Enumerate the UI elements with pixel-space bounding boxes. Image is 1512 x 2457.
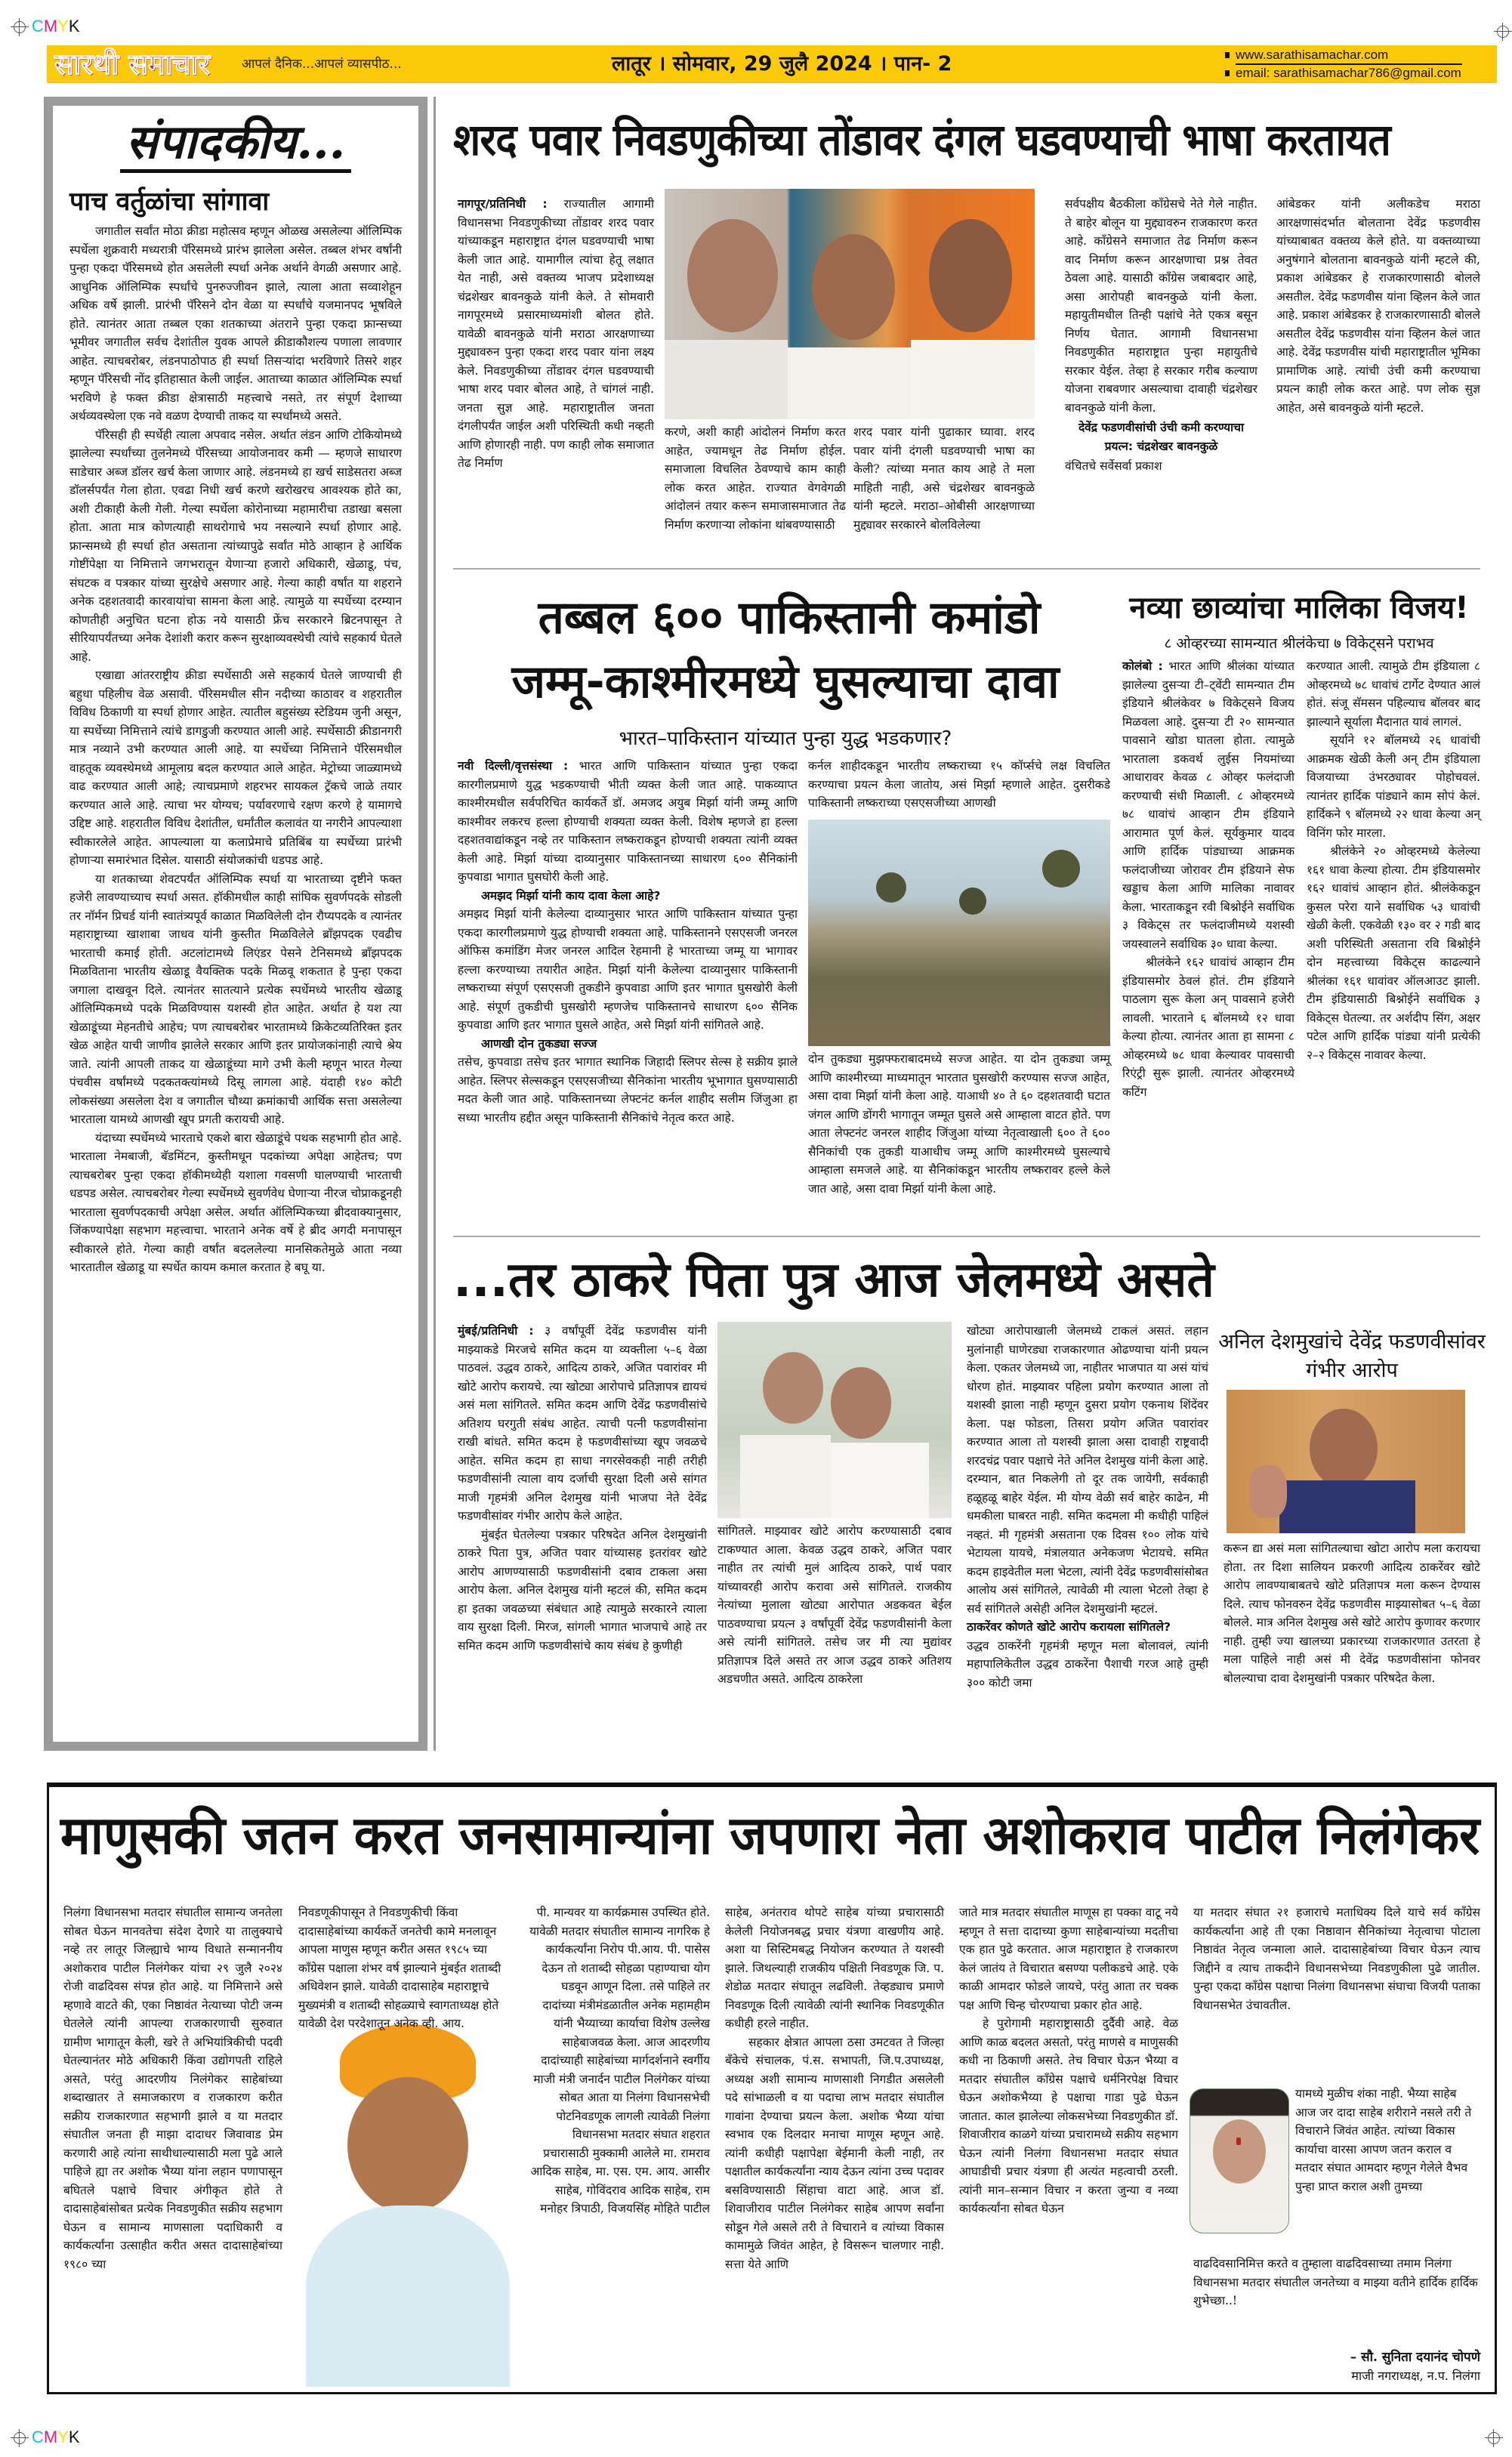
pawar-column-3: शरद पवार यांनी पुढाकार घ्यावा. शरद पवार यांनी दंगली घडवण्याची भाषा का केली? त्यांच्या मनात काय आहे ते मला माहिती नाही, असे चंद्रशेखर बावनकुळे यांनी म्हटले. मराठा–ओबीसी आरक्षणाच्या मुद्द्यावर सरकारने बोलविलेल्या	[853, 425, 1035, 532]
nilangekar-column-6b: यामध्ये मुळीच शंका नाही. भैय्या साहेब आज जर दादा साहेब शरीराने नसले तरी ते विचाराने जिवंत आहेत. त्यांच्या विकास कार्याचा वारसा आपण जतन कराल व मतदार संघात आमदार म्हणून गेलेले वैभव पुन्हा प्राप्त कराल अशी तुमच्या	[1295, 2087, 1472, 2193]
nilangekar-column-3: पी. मान्यवर या कार्यक्रमास उपस्थित होते. यावेळी मतदार संघातील सामान्य नागरिक हे कार्यकर्त्यांना निरोप पी.आय. पी. पासेस देऊन तो शताब्दी सोहळा पहाण्याचा योग घडवून आणून दिला. तसे पाहिले तर दादांच्या मंत्रीमंडळातील अनेक महामहीम यांनी भैय्याच्या कार्याचा विशेष उल्लेख साहेबाजवळ केला. आज आदरणीय दादांच्याही साहेबांच्या मार्गदर्शनाने स्वर्गीय माजी मंत्री जनार्दन पाटील निलंगेकर यांच्या सोबत आता या निलंगा विधानसभेची पोटनिवडणूक लागली त्यावेळी निलंगा विधानसभा मतदार संघात शहरात प्रचारासाठी मुक्कामी आलेले मा. रामराव आदिक साहेब, मा. एस. एम. आय. आसीर साहेब, गोविंदराव आदिक साहेब, राम मनोहर त्रिपाठी, विजयसिंह मोहिते पाटील	[529, 1906, 710, 2215]
pawar-headline: शरद पवार निवडणुकीच्या तोंडावर दंगल घडवण्याची भाषा करतायत	[453, 114, 1390, 165]
registration-mark-bottom-right	[1485, 2429, 1503, 2447]
nilangekar-column-6: या मतदार संघात २१ हजाराचे मताधिक्य दिले याचे सर्व काँग्रेस कार्यकर्त्यांना आहे ती एका निष्ठावान सैनिकांच्या नेतृत्वाचा पोटाला निष्ठावंत नेतृत्व जन्माला आले. दादासाहेबांच्या विचार घेऊन त्याच जिद्दीने व त्याच ताकदीने विधानसभेच्या निवडणुकीला पुढे जातील. पुन्हा एकदा काँग्रेस पक्षाचा निलंगा विधानसभा संघाचा विजयी पताका विधानसभेत उंचावतील.	[1193, 1906, 1480, 2012]
masthead-dateline: लातूर । सोमवार, 29 जुलै 2024 । पान- 2	[612, 52, 952, 76]
editorial-body	[69, 222, 402, 1277]
nilangekar-column-6c: वाढदिवसानिमित्त करते व तुम्हाला वाढदिवसाच्या तमाम निलंगा विधानसभा मतदार संघातील जनतेच्या व माझ्या वतीने हार्दिक हार्दिक शुभेच्छा..!	[1193, 2257, 1478, 2307]
thackeray-headline: ...तर ठाकरे पिता पुत्र आज जेलमध्ये असते	[453, 1252, 1214, 1308]
cricket-headline: नव्या छाव्यांचा मालिका विजय!	[1129, 591, 1469, 625]
pawar-fadnavis-bawankule-photo	[665, 189, 1035, 419]
thackeray-question: ठाकरेंवर कोणते खोटे आरोप करायला सांगितले?	[967, 1620, 1171, 1634]
editorial-paragraph: यंदाच्या स्पर्धेमध्ये भारताचे एकशे बारा खेळाडूंचे पथक सहभागी होत आहे. भारताला नेमबाजी, बॅडमिंटन, कुस्तीमधून पदकांच्या अपेक्षा आहेतच; पण त्याचबरोबर पुन्हा एकदा हॉकीमध्येही यशाला गवसणी घालण्याची भारताची धडपड असेल. त्याचबरोबर गेल्या स्पर्धेमध्ये सुवर्णवेध घेणाऱ्या नीरज चोप्राकडूनही भारताला सुवर्णपदकाची अपेक्षा असेल. अर्थात ऑलिम्पिकच्या ब्रीदवाक्यानुसार, जिंकण्यापेक्षा सहभाग महत्त्वाचा. भारताने अनेक वर्षे हे ब्रीद अगदी मनापासून स्वीकारले होते. गेल्या काही वर्षांत बदललेल्या मानसिकतेमुळे आता नव्या भारतातील खेळाडू या स्पर्धेत कायम कमाल करतात हे बघू या.	[69, 1131, 402, 1274]
soldiers-photo	[808, 820, 1110, 1046]
pawar-column-5: आंबेडकर यांनी अलीकडेच मराठा आरक्षणासंदर्भात बोलताना देवेंद्र फडणवीस यांच्याबाबत वक्तव्य केले होते. या वक्तव्याच्या अनुषंगाने बोलताना बावनकुळे यांनी म्हटले की, प्रकाश आंबेडकर हे राजकारणासाठी बोलले असतील. देवेंद्र फडणवीस यांना व्हिलन केले जात आहे. प्रकाश आंबेडकर हे राजकारणासाठी बोलले असतील देवेंद्र फडणवीस यांना व्हिलन केलं जात आहे. देवेंद्र फडणवीस यांची महाराष्ट्रातील भूमिका प्रामाणिक आहे. त्यांची उंची कमी करण्याचा प्रयत्न काही लोक करत आहे. पण लोक सुज्ञ आहेत, असे बावनकुळे यांनी म्हटले.	[1276, 197, 1480, 415]
editorial-paragraph: जगातील सर्वांत मोठा क्रीडा महोत्सव म्हणून ओळख असलेल्या ऑलिम्पिक स्पर्धेला शुक्रवारी मध्यरात्री पॅरिसमध्ये प्रारंभ झालेला असेल. तब्बल शंभर वर्षांनी पुन्हा एकदा पॅरिसमध्ये होत असलेली स्पर्धा अनेक अर्थाने वेगळी असणार आहे. आधुनिक ऑलिम्पिक स्पर्धांचे पुनरुज्जीवन झाले, त्याला आता सव्वाशेहून अधिक वर्षे झाली. प्रारंभी पॅरिसने दोन वेळा या स्पर्धांचे यजमानपद भूषविले होते. त्यानंतर आता तब्बल एका शतकाच्या अंतराने पुन्हा एकदा फ्रान्सच्या भूमीवर जगातील सर्वच देशांतील युवक आपले क्रीडाकौशल्य पणाला लावणार आहेत. त्याचबरोबर, लंडनपाठोपाठ ही स्पर्धा तिसऱ्यांदा भरविणारे तिसरे शहर म्हणून पॅरिसची नोंद इतिहासात केली जाईल. आताच्या काळात ऑलिम्पिक स्पर्धा भरविणे हे फक्त क्रीडा क्षेत्रासाठी महत्त्वाचे नसते, तर संपूर्ण देशाच्या अर्थव्यवस्थेला एक नवे वळण देण्याची ताकद या स्पर्धांमध्ये असते.	[69, 224, 402, 423]
nilangekar-column-5: जाते मात्र मतदार संघातील माणूस हा पक्का वाटू नये म्हणून ते सत्ता दादाच्या कुणा साहेबान्यांच्या मदतीचा एक हात पुढे करतात. आज महाराष्ट्रात हे राजकारण केलं जातंय ते विचारात बसण्या पलीकडचे आहे. एके काळी आमदार फोडले जायचे, परंतु आता तर चक्क पक्ष आणि चिन्ह चोरण्याचा प्रकार होत आहे. हे पुरोगामी महाराष्ट्रासाठी दुर्दैवी आहे. वेळ आणि काळ बदलत असतो, परंतु माणसे व माणुसकी कधी ना ठिकाणी असते. तेच विचार घेऊन भैय्या व मतदार संघातील काँग्रेस पक्षाचे धर्मनिरपेक्ष विचार घेऊन अशोकभैय्या हे पक्षाचा गाडा पुढे घेऊन जातात. काल झालेल्या लोकसभेच्या निवडणुकीत डॉ. शिवाजीराव काळगे यांच्या प्रचारामध्ये सक्रीय सहभाग घेऊन त्यांनी निलंगा विधानसभा मतदार संघात आघाडीची प्रचार यंत्रणा ही अत्यंत महत्वाची ठरली. त्यांनी मान–सन्मान विचार न करता जुन्या व नव्या कार्यकर्त्यांना सोबत घेऊन	[959, 1906, 1178, 2215]
pak-question-2: आणखी दोन तुकड्या सज्ज	[481, 1036, 597, 1051]
pak-headline-line-2: जम्मू-काश्मीरमध्ये घुसल्याचा दावा	[511, 656, 1060, 708]
nilangekar-column-4: साहेब, अनंतराव थोपटे साहेब यांच्या प्रचारासाठी केलेली नियोजनबद्ध प्रचार यंत्रणा वाखणीय आहे. अशा या सिस्टिमबद्ध नियोजन करण्यात ते यशस्वी झाले. जिथल्याही राजकीय पक्षिती निवडणूक जि. प. शेडोळ मतदार संघातून लढविली. तेव्हड्याच प्रमाणे निवडणूक दिली त्यावेळी त्यांनी स्थानिक निवडणूकीत कधीही हरले नाहीत. सहकार क्षेत्रात आपला ठसा उमटवत ते जिल्हा बँकेचे संचालक, पं.स. सभापती, जि.प.उपाध्यक्ष, अध्यक्ष अशी सामान्य माणसाशी निगडीत असलेली पदे सांभाळली व या पदाचा लाभ मतदार संघातील गावांना देण्याचा प्रयत्न केला. अशोक भैय्या यांचा स्वभाव एक दिलदार मनाचा माणूस म्हणून आहे. त्यांनी कधीही पक्षापेक्षा बेईमानी केली नाही, तर पक्षातील कार्यकर्त्यांना न्याय देऊन त्यांना उच्च पदावर बसविण्यासाठी सिंहाचा वाटा आहे. आज डॉ. शिवाजीराव पाटील निलंगेकर साहेब आपण सर्वांना सोडून गेले असले तरी ते विचाराने व त्यांच्या विकास कामामुळे जिवंत आहेत, हे विसरून चालणार नाही. सत्ता येते आणि	[725, 1906, 944, 2271]
pak-question-1: अमझद मिर्झा यांनी काय दावा केला आहे?	[481, 888, 661, 903]
cricket-column-2: करण्यात आली. त्यामुळे टीम इंडियाला ८ ओव्हरमध्ये ७८ धावांचं टार्गेट देण्यात आलं होतं. संजू सॅमसन पहिल्याच बॉलवर बाद झाल्याने सूर्याला मैदानात यावं लागलं. सूर्याने १२ बॉलमध्ये २६ धावांची आक्रमक खेळी केली अन् टीम इंडियाला विजयाच्या उंभरठ्यावर पोहोचवलं. त्यानंतर हार्दिक पांड्याने काम सोपं केलं. हार्दिकने ९ बॉलमध्ये २२ धावा केल्या अन् विनिंग फोर मारला. श्रीलंकेने २० ओव्हरमध्ये केलेल्या १६१ धावा केल्या होत्या. टीम इंडियासमोर १६२ धावांचं आव्हान होतं. श्रीलंकेकडून कुसल परेरा याने सर्वाधिक ५३ धावांची खेळी केली. एकवेळी १३० वर २ गडी बाद अशी परिस्थिती असताना रवि बिश्नोईने दोन महत्त्वाच्या विकेट्स काढल्याने श्रीलंका १६१ धावांवर ऑलआउट झाली. टीम इंडियासाठी बिश्नोईने सर्वाधिक ३ विकेट्स घेतल्या. तर अर्शदीप सिंग, अक्षर पटेल आणि हार्दिक पांड्या यांनी प्रत्येकी २–२ विकेट्स नावावर केल्या.	[1307, 659, 1480, 1062]
thackeray-column-1: मुंबई/प्रतिनिधी : ३ वर्षांपूर्वी देवेंद्र फडणवीस यांनी माझ्याकडे मिरजचे समित कदम या व्यक्तीला ५–६ वेळा पाठवलं. उद्धव ठाकरे, आदित्य ठाकरे, अजित पवारांवर मी खोटे आरोप करायचे. त्या खोट्या आरोपाचे प्रतिज्ञापत्र द्यायचं असं मला सांगितले. समित कदम आणि देवेंद्र फडणवीसांचे अतिशय घरगुती संबंध आहेत. त्याची पत्नी फडणवीसांना राखी बांधते. समित कदम हे फडणवीसांच्या खूप जवळचे आहेत. समित कदम हा साधा नगरसेवकही नाही तरीही फडणवीसांनी त्याला वाय दर्जाची सुरक्षा दिली असे सांगत माजी गृहमंत्री अनिल देशमुख यांनी भाजपा नेते देवेंद्र फडणवीसांवर गंभीर आरोप केले आहेत. मुंबईत घेतलेल्या पत्रकार परिषदेत अनिल देशमुखांनी ठाकरे पिता पुत्र, अजित पवार यांच्यासह इतरांवर खोटे आरोप आणण्यासाठी फडणवीसांनी दबाव टाकला असा आरोप केला. अनिल देशमुख यांनी म्हटलं की, समित कदम हा इतका जवळच्या संबंधात आहे त्यामुळे सरकारने त्याला वाय सुरक्षा दिली. मिरज, सांगली भागात भाजपाचे आहे तर समित कदम आणि फडणवीसांचे काय संबंध हे कुणीही	[458, 1324, 707, 1653]
cricket-column-1: कोलंबो : भारत आणि श्रीलंका यांच्यात झालेल्या दुसऱ्या टी–ट्वेंटी सामन्यात टीम इंडियाने श्रीलंकेवर ७ विकेट्सने विजय मिळवला आहे. दुसऱ्या टी २० सामन्यात पावसाने खोडा घातला होता. त्यामुळे भारताला डकवर्थ लुईस नियमांच्या आधारावर केवळ ८ ओव्हर फलंदाजी करण्याची संधी मिळाली. ८ ओव्हरमध्ये ७८ धावांचं आव्हान टीम इंडियाने आरामात पूर्ण केलं. सूर्यकुमार यादव आणि हार्दिक पांड्याच्या आक्रमक फलंदाजीच्या जोरावर टीम इंडियाने सेफ खड्डाच केला आणि मालिका नावावर केला. भारताकडून रवी बिश्नोईने सर्वाधिक ३ विकेट्स तर फलंदाजीमध्ये यशस्वी जयस्वालने सर्वाधिक ३० धावा केल्या. श्रीलंकेने १६२ धावांचं आव्हान टीम इंडियासमोर ठेवलं होतं. टीम इंडियाने पाठलाग सुरू केला अन् पावसाने हजेरी लावली. भारताने ६ बॉलमध्ये १२ धावा केल्या होत्या. त्यानंतर आता हा सामना ८ ओव्हरमध्ये ७८ धावा केल्यावर पावसाची रिएंट्री सुरू झाली. त्यानंतर ओव्हरमध्ये कटिंग	[1122, 659, 1294, 1099]
pak-subheadline: भारत–पाकिस्तान यांच्यात पुन्हा युद्ध भडकणार?	[619, 727, 952, 750]
pak-headline-line-1: तब्बल ६०० पाकिस्तानी कमांडो	[538, 591, 1041, 644]
website-link[interactable]: www.sarathisamachar.com	[1223, 47, 1462, 63]
pawar-column-1: नागपूर/प्रतिनिधी : राज्यातील आगामी विधानसभा निवडणुकीच्या तोंडावर शरद पवार यांच्याकडून महाराष्ट्रात दंगल घडवण्याची भाषा केली जात आहे. यामागील त्यांचा हेतू लक्षात येत नाही, असे वक्तव्य भाजप प्रदेशाध्यक्ष चंद्रशेखर बावनकुळे यांनी केले. ते सोमवारी नागपूरमध्ये प्रसारमाध्यमांशी बोलत होते. यावेळी बावनकुळे यांनी मराठा आरक्षणाच्या मुद्द्यावरुन पुन्हा एकदा शरद पवार यांना लक्ष्य केले. निवडणुकीच्या तोंडावर दंगल घडवण्याची भाषा शरद पवार बोलत आहे, ते चांगलं नाही. जनता सुज्ञ आहे. महाराष्ट्रातील जनता दंगलीपर्यंत जाईल अशी परिस्थिती कधी नव्हती आणि होणारही नाही. पण काही लोक समाजात तेढ निर्माण	[458, 197, 654, 470]
editorial-paragraph: पॅरिसही ही स्पर्धेही त्याला अपवाद नसेल. अर्थात लंडन आणि टोकियोमध्ये झालेल्या स्पर्धांच्या तुलनेमध्ये पॅरिसच्या आयोजनावर कमी — म्हणजे साधारण साडेचार अब्ज डॉलर खर्च केला जाणार आहे. लंडनमध्ये हा खर्च साडेसतरा अब्ज डॉलर्सपर्यंत गेला होता. एवढा निधी खर्च करणे खरोखरच आवश्यक होते का, अशी टीकाही केली गेली. गेल्या स्पर्धेला कोरोनाच्या महामारीचा तडाखा बसला होता. आता मात्र कोणत्याही साथरोगाचे भय नसल्याने स्पर्धा होणार आहे. फ्रान्समध्ये ही स्पर्धा होत असताना त्यांच्यापुढे सर्वांत मोठे आव्हान हे आर्थिक गोष्टींपेक्षा या निमित्ताने जगभरातून येणाऱ्या हजारो अधिकारी, खेळाडू, पंच, संघटक व पत्रकार यांच्या सुरक्षेचे असणार आहे. गेल्या काही वर्षांत या शहराने अनेक दहशतवादी कारवायांचा सामना केला आहे. त्यामुळे या स्पर्धेच्या दरम्यान कोणतीही अनुचित घटना होऊ नये यासाठी फ्रेंच सरकारने ब्रिटनपासून ते सीरियापर्यंतच्या अनेक देशांशी करार करून सुरक्षाव्यवस्थेची त्यांचे सहकार्य घेतले आहे.	[69, 428, 402, 664]
pak-column-1: नवी दिल्ली/वृत्तसंस्था : भारत आणि पाकिस्तान यांच्यात पुन्हा एकदा कारगीलप्रमाणे युद्ध भडकण्याची भीती व्यक्त केली जात आहे. पाकव्याप्त काश्मीरमधील सर्वपरिचित कार्यकर्ते डॉ. अमजद अयुब मिर्झा यांनी जम्मू आणि काश्मीवर लकरच हल्ला होण्याची शक्यता व्यक्त केली. विशेष म्हणजे हा हल्ला दहशतवाद्यांकडून नव्हे तर पाकिस्तान लष्कराकडून होण्याची शक्यता त्यांनी व्यक्त केली आहे. मिर्झा यांच्या दाव्यानुसार पाकिस्तानच्या साधारण ६०० सैनिकांनी कुपवाडा भागात घुसघोरी केली आहे. अमझद मिर्झा यांनी काय दावा केला आहे? अमझद मिर्झा यांनी केलेल्या दाव्यानुसार भारत आणि पाकिस्तान यांच्यात पुन्हा एकदा कारगीलप्रमाणे युद्ध होण्याची शक्यता आहे. पाकिस्तानने एसएसजी जनरल ऑफिस कमांडिंग मेजर जनरल आदिल रेहमानी हे भारताच्या जम्मू या भागावर हल्ला करण्याच्या तयारीत आहेत. मिर्झा यांनी केलेल्या दाव्यानुसार पाकिस्तानी लष्कराच्या संपूर्ण एसएसजी तुकडीने कुपवाडा आणि इतर भागात घुसखोरी केली आहे. संपूर्ण तुकडीची घुसखोरी म्हणजेच पाकिस्तानचे साधारण ६०० सैनिक कुपवाडा आणि इतर भागात घुसले आहेत, असे मिर्झा यांनी सांगितले आहे. आणखी दोन तुकड्या सज्ज तसेच, कुपवाडा तसेच इतर भागात स्थानिक जिहादी स्लिपर सेल्स हे सक्रीय झाले आहेत. स्लिपर सेल्सकडून एसएसजीच्या सैनिकांना भारतीय भूभागात घुसण्यासाठी मदत केली जात आहे. पाकिस्तानच्या लेफ्टनंट कर्नल शाहीद सलीम जिंजुआ हा सध्या भारतीय हद्दीत असून पाकिस्तानी सैनिकांचे नेतृत्व करत आहे.	[458, 759, 798, 1125]
section-divider	[453, 1236, 1480, 1237]
nilangekar-column-2: निवडणूकीपासून ते निवडणुकीची किंवा दादासाहेबांच्या कार्यकर्ते जनतेची कामे मनलावून आपला माणुस म्हणून करीत असत १९८५ च्या काँग्रेस पक्षाला शंभर वर्ष झाल्याने मुंबईत शताब्दी अधिवेशन झाले. यावेळी दादासाहेब महाराष्ट्राचे मुख्यमंत्री व शताब्दी सोहळ्याचे स्वागताध्यक्ष होते यावेळी देश परदेशातून अनेक व्ही. आय.	[298, 1906, 501, 2030]
newspaper-logo: सारथी समाचार	[54, 48, 211, 81]
signature-name: – सौ. सुनिता दयानंद चोपणे	[1350, 2350, 1480, 2365]
registration-mark-top-right	[1494, 23, 1512, 41]
deshmukh-side-text: करून द्या असं मला सांगितल्याचा खोटा आरोप मला करायचा होता. तर दिशा सालियन प्रकरणी आदित्य ठाकरेंवर खोटे आरोप लावण्याबाबतचे खोटे प्रतिज्ञापत्र मला करून देण्यास दिले. त्याच फोनवरुन देवेंद्र फडणवीस माझ्यासोबत ५–६ वेळा बोलले. मात्र अनिल देशमुख असे खोटे आरोप कुणावर करणार नाही. तुम्ही ज्या खालच्या प्रकारच्या राजकारणात उतरता हे मला पाहिले नाही असं मी देवेंद्र फडणवीसांना फोनवर बोलल्याचा दावा देशमुखांनी पत्रकार परिषदेत केला.	[1223, 1542, 1480, 1685]
editorial-paragraph: या शतकाच्या शेवटपर्यंत ऑलिम्पिक स्पर्धा या भारताच्या दृष्टीने फक्त हजेरी लावण्याच्याच स्पर्धा असत. हॉकीमधील काही सांघिक सुवर्णपदके सोडली तर नॉर्मन प्रिचर्ड यांनी स्वातंत्र्यपूर्व काळात मिळविलेली दोन रौप्यपदके व त्यानंतर महाराष्ट्राच्या खाशाबा जाधव यांनी कुस्तीत मिळविलेले ब्राँझपदक एवढीच भारताची कमाई होती. अटलांटामध्ये लिएंडर पेसने टेनिसमध्ये ब्राँझपदक मिळविताना भारतीय खेळाडू वैयक्तिक पदके मिळवू शकतात हे पुन्हा एकदा जगाला दाखवून दिले. त्यानंतर सातत्याने प्रत्येक स्पर्धेमध्ये भारतीय खेळाडू ऑलिम्पिकमध्ये पदके मिळविण्यास यशस्वी होत आहेत. अर्थात हे यश त्या खेळाडूंच्या मेहनतीचे आहेच; पण त्याचबरोबर भारतामध्ये क्रिकेटव्यतिरिक्त इतर खेळ आहेत याची जाणीव झालेले सरकार आणि इतर प्रायोजकांनाही त्याचे श्रेय जाते. त्यांनी आपली ताकद या खेळाडूंच्या मागे उभी केली म्हणून भारत गेल्या पंचवीस वर्षांमध्ये पदकतक्त्यांमध्ये दिसू लागला आहे. यंदाही १४० कोटी लोकसंख्या असलेला देश व जगातील चौथ्या क्रमांकाची आर्थिक सत्ता असलेल्या भारताला यामध्ये आणखी खूप प्रगती करायची आहे.	[69, 872, 402, 1126]
nilangekar-headline: माणुसकी जतन करत जनसामान्यांना जपणारा नेता अशोकराव पाटील निलंगेकर	[60, 1804, 1480, 1866]
ashokrao-patil-nilangekar-photo	[298, 2024, 517, 2387]
cmyk-color-bar-top: CMYK	[32, 17, 80, 35]
pak-column-3: दोन तुकड्या मुझफ्फराबादमध्ये सज्ज आहेत. या दोन तुकड्या जम्मू आणि काश्मीरच्या माध्यमातून भारतात घुसखोरी करण्यास सज्ज आहेत, असा दावा मिर्झा यांनी केला आहे. याआधी ४० ते ६० दहशतवादी घटात जंगल आणि डोंगरी भागातून जम्मूत घुसले असे आम्हाला वाटत होते. पण आता लेफ्टनंट जनरल शाहीद जिंजुआ यांच्या नेतृत्वाखाली ६०० ते ६०० सैनिकांची एक तुकडी याआधीच जम्मू आणि काश्मीरमध्ये घुसल्याचे आम्हाला समजले आहे. या सैनिकांकडून भारतीय लष्करावर हल्ले केले जात आहे, असा दावा मिर्झा यांनी केला आहे.	[808, 1052, 1110, 1196]
column-divider	[434, 97, 436, 1751]
signature-title: माजी नगराध्यक्ष, न.प. निलंगा	[1351, 2369, 1480, 2383]
uddhav-aaditya-thackeray-photo	[717, 1322, 952, 1518]
deshmukh-side-headline: अनिल देशमुखांचे देवेंद्र फडणवीसांवर गंभीर आरोप	[1218, 1330, 1486, 1382]
editorial-section-title: संपादकीय...	[69, 112, 402, 172]
thackeray-column-3: खोट्या आरोपाखाली जेलमध्ये टाकलं असतं. लहान मुलांनाही घाणेरड्या राजकारणात ओढण्याचा यांनी प्रयत्न केला. एकतर जेलमध्ये जा, नाहीतर भाजपात या असं यांचं धोरण होतं. माझ्यावर पहिला प्रयोग करण्यात आला तो यशस्वी झाला नाही म्हणून दुसरा प्रयोग एकनाथ शिंदेंवर केला. पक्ष फोडला, तिसरा प्रयोग अजित पवारांवर करण्यात आला तो यशस्वी झाला असा दावाही राष्ट्रवादी शरदचंद्र पवार पक्षाचे नेते अनिल देशमुख यांनी केला आहे. दरम्यान, बात निकलेगी तो दूर तक जायेगी, सर्वकाही हळूहळू बाहेर येईल. मी योग्य वेळी सर्व बाहेर काढेन, मी धमकीला घाबरत नाही. समित कदमला मी कधीही पाहिलं नव्हतं. मी गृहमंत्री असताना एक दिवस १०० लोक यांचे भेटायला यायचे, मंत्रालयात अनेकजण भेटायचे. समित कदम हाइवेतील मला भेटला, त्यांनी देवेंद्र फडणवीसांसोबत आलोय असं सांगितले, त्यावेळी मी त्याला भेटलो तेव्हा हे सर्व सांगितले असेही अनिल देशमुखांनी म्हटलं. ठाकरेंवर कोणते खोटे आरोप करायला सांगितले? उद्धव ठाकरेंनी गृहमंत्री म्हणून मला बोलावलं, त्यांनी महापालिकेतील उद्धव ठाकरेंना पैशाची गरज आहे तुम्ही ३०० कोटी जमा	[967, 1324, 1208, 1690]
pawar-column-4: सर्वपक्षीय बैठकीला काँग्रेसचे नेते गेले नाहीत. ते बाहेर बोलून या मुद्द्यावरुन राजकारण करत आहे. काँग्रेसने समाजात तेढ निर्माण करून वाद निर्माण करून आरक्षणाचा प्रश्न तेवत ठेवला आहे. यासाठी काँग्रेस जबाबदार आहे, असा आरोपही बावनकुळे यांनी केला. महायुतीमधील तिन्ही पक्षांचे नेते एकत्र बसून निर्णय घेतात. आगामी विधानसभा निवडणुकीत महाराष्ट्रात पुन्हा महायुतीचे सरकार येईल. तेव्हा हे सरकार गरीब कल्याण योजना राबवणार असल्याचा दावाही चंद्रशेखर बावनकुळे यांनी केला. देवेंद्र फडणवीसांची उंची कमी करण्याचा प्रयत्न: चंद्रशेखर बावनकुळे वंचितचे सर्वेसर्वा प्रकाश	[1065, 197, 1257, 473]
editorial-headline: पाच वर्तुळांचा सांगावा	[69, 187, 270, 217]
registration-mark-bottom-left	[11, 2429, 29, 2447]
masthead-contact	[1223, 47, 1462, 82]
pawar-subhead: देवेंद्र फडणवीसांची उंची कमी करण्याचा प्रयत्न: चंद्रशेखर बावनकुळे	[1078, 421, 1245, 453]
email-link[interactable]: email: sarathisamachar786@gmail.com	[1223, 65, 1462, 82]
sunita-chopne-photo	[1190, 2088, 1289, 2233]
editorial-box	[44, 97, 427, 1751]
registration-mark-top-left	[11, 18, 29, 36]
cricket-subheadline: ८ ओव्हरच्या सामन्यात श्रीलंकेचा ७ विकेट्सने पराभव	[1164, 635, 1434, 652]
pak-column-2: कर्नल शाहीदकडून भारतीय लष्कराच्या १५ कॉर्प्सचे लक्ष विचलित करण्याचा प्रयत्न केला जातोय, असं मिर्झा म्हणाले आहेत. दुसरीकडे पाकिस्तानी लष्कराच्या एसएसजीच्या आणखी	[808, 759, 1110, 810]
cmyk-color-bar-bottom: CMYK	[32, 2428, 80, 2446]
editorial-paragraph: एखाद्या आंतरराष्ट्रीय क्रीडा स्पर्धेसाठी असे सहकार्य घेतले जाण्याची ही बहुधा पहिलीच वेळ असावी. पॅरिसमधील सीन नदीच्या काठावर व शहरातील विविध ठिकाणी या स्पर्धा होणार आहेत. त्यातील बहुसंख्य स्टेडियम जुनी असून, या स्पर्धेच्या निमित्ताने त्यांचे डागडुजी करण्यात आली आहे. स्पर्धेसाठी क्रीडानगरी मात्र नव्याने उभी करण्यात आली आहे. या स्पर्धेच्या निमित्ताने पॅरिसमधील वाहतूक व्यवस्थेमध्ये आमूलाग्र बदल करण्यात आले आहेत. मेट्रोच्या जाळ्यामध्ये वाढ करण्यात आली आहे; त्याचप्रमाणे शहरभर सायकल ट्रॅकचे जाळे तयार करण्यात आले आहे. त्याचा भर योग्यच; पर्यावरणाचे रक्षण करणे हे यामागचे उद्दिष्ट आहे. शहरातील विविध देशांतील, धर्मांतील कलावंत या नगरीने आपल्याशा स्वीकारलेले आहेत. आपल्याला या कलाप्रेमाचे प्रतिबिंब या स्पर्धेच्या प्रारंभी होणाऱ्या समारंभात दिसेल. यासाठी संयोजकांची धडपड आहे.	[69, 668, 402, 867]
pawar-column-2: करणे, अशी काही आंदोलनं निर्माण करत आहेत, ज्यामधून तेढ निर्माण होईल. समाजाला विचलित ठेवण्याचे काम काही लोक करत आहेत. राज्यात वेगवेगळी आंदोलनं तयार करून समाजासमाजात तेढ निर्माण करणाऱ्या लोकांना थांबवण्यासाठी	[665, 425, 846, 532]
masthead-tagline: आपलं दैनिक...आपलं व्यासपीठ...	[242, 57, 402, 72]
section-divider	[453, 568, 1480, 569]
thackeray-column-2: सांगितले. माझ्यावर खोटे आरोप करण्यासाठी दबाव टाकण्यात आला. केवळ उद्धव ठाकरे, अजित पवार नाहीत तर त्यांची मुलं आदित्य ठाकरे, पार्थ पवार यांच्यावरही आरोप करावा असे सांगितले. राजकीय नेत्यांच्या मुलाला खोट्या आरोपात अडकवत बेईल पाठवण्याचा प्रयत्न ३ वर्षांपूर्वी देवेंद्र फडणवीसांनी केला असे त्यांनी सांगितले. तसेच जर मी त्या मुद्यांवर प्रतिज्ञापत्र दिले असते तर आज उद्धव ठाकरे अतिशय अडचणीत असते. आदित्य ठाकरेला	[717, 1524, 952, 1686]
nilangekar-column-1: निलंगा विधानसभा मतदार संघातील सामान्य जनतेला सोबत घेऊन मानवतेचा संदेश देणारे या तालुक्याचे नव्हे तर लातूर जिल्ह्याचे भाग्य विधाते सन्माननीय अशोकराव पाटील निलंगेकर यांचा २९ जुलै २०२४ रोजी वाढदिवस संपन्न होत आहे. या निमित्ताने असे म्हणावे वाटते की, एका निष्ठावंत नेत्याच्या पोटी जन्म घेतलेले त्यांनी आपल्या राजकारणाची सुरुवात ग्रामीण भागातून केली, खरे ते अभियांत्रिकीची पदवी घेतल्यानंतर मोठे अधिकारी किंवा उद्योगपती राहिले असते, परंतु आदरणीय निलंगेकर साहेबांच्या शब्दाखातर ते समाजकारण व राजकारण करीत सक्रीय राजकारणात सहभागी झाले व या मतदार संघातील जनता ही माझा दादाधर जिवावाड प्रेम करणारी आहे त्यांना साथीधाल्यासाठी मला पुढे आले पाहिजे ह्या तर अशोक भैय्या यांना लहान पणापासून बघितले पक्षाचे विचार अंगीकृत होते ते दादासाहेबांसोबत प्रत्येक निवडणुकीत सक्रीय सहभाग घेऊन व सामान्य माणसाला पदाधिकारी व कार्यकर्त्यांना उत्साहीत करीत असत दादासाहेबांच्या १९८० च्या	[63, 1906, 282, 2271]
anil-deshmukh-photo	[1227, 1390, 1465, 1533]
